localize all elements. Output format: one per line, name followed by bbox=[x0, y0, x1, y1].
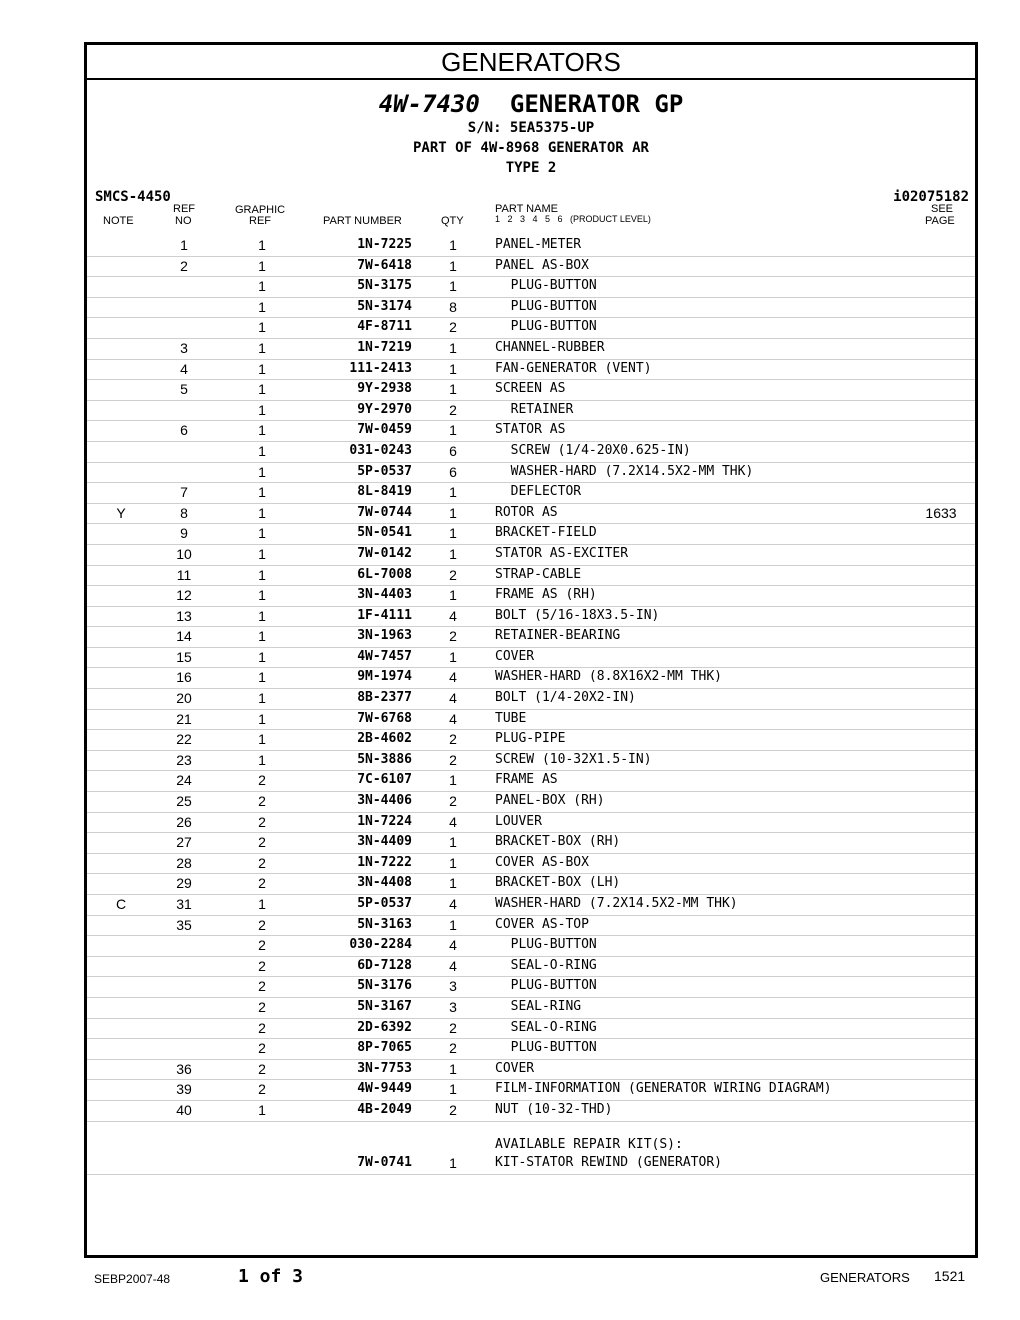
graphic-ref: 1 bbox=[258, 298, 266, 315]
part-name: PANEL AS-BOX bbox=[495, 257, 589, 273]
quantity: 4 bbox=[449, 813, 457, 830]
quantity: 4 bbox=[449, 957, 457, 974]
quantity: 2 bbox=[449, 731, 457, 748]
serial-number: S/N: 5EA5375-UP bbox=[467, 120, 595, 136]
part-name: PLUG-PIPE bbox=[495, 731, 566, 747]
part-number: 7C-6107 bbox=[357, 772, 412, 788]
section-title: GENERATORS bbox=[87, 45, 975, 80]
table-row bbox=[87, 957, 975, 978]
part-number: 031-0243 bbox=[349, 442, 412, 458]
footer-page-number: 1521 bbox=[934, 1268, 966, 1284]
table-row bbox=[87, 689, 975, 710]
part-name: STATOR AS-EXCITER bbox=[495, 545, 629, 561]
part-number: 7W-6768 bbox=[357, 710, 412, 726]
graphic-ref: 1 bbox=[258, 257, 266, 274]
part-name: SEAL-O-RING bbox=[495, 957, 597, 973]
part-number: 3N-4406 bbox=[357, 793, 412, 809]
part-name: COVER bbox=[495, 1060, 535, 1076]
table-row bbox=[87, 977, 975, 998]
part-number: 7W-0741 bbox=[357, 1154, 412, 1170]
quantity: 1 bbox=[449, 278, 457, 295]
part-number: 5N-3174 bbox=[357, 298, 412, 314]
quantity: 4 bbox=[449, 669, 457, 686]
graphic-ref: 1 bbox=[258, 484, 266, 501]
graphic-ref: 1 bbox=[258, 381, 266, 398]
part-number: 2D-6392 bbox=[357, 1019, 412, 1035]
graphic-ref: 1 bbox=[258, 896, 266, 912]
quantity: 6 bbox=[449, 442, 457, 459]
ref-number: 1 bbox=[180, 237, 188, 253]
part-number: 8B-2377 bbox=[357, 690, 412, 706]
part-name: PANEL-METER bbox=[495, 237, 582, 252]
quantity: 2 bbox=[449, 793, 457, 810]
table-row bbox=[87, 1101, 975, 1122]
part-name: TUBE bbox=[495, 710, 527, 726]
table-row bbox=[87, 483, 975, 504]
graphic-ref: 1 bbox=[258, 360, 266, 377]
quantity: 1 bbox=[449, 834, 457, 851]
table-row bbox=[87, 566, 975, 587]
group-title bbox=[87, 90, 975, 118]
part-of: PART OF 4W-8968 GENERATOR AR bbox=[412, 140, 649, 156]
graphic-ref: 1 bbox=[258, 525, 266, 542]
ref-number: 8 bbox=[180, 504, 188, 521]
table-row bbox=[87, 360, 975, 381]
part-number: 1N-7224 bbox=[357, 813, 412, 829]
table-row bbox=[87, 916, 975, 937]
quantity: 1 bbox=[449, 854, 457, 871]
part-name: PLUG-BUTTON bbox=[495, 937, 597, 953]
table-row bbox=[87, 586, 975, 607]
table-row bbox=[87, 833, 975, 854]
table-row bbox=[87, 998, 975, 1019]
table-row bbox=[87, 463, 975, 484]
part-name: PLUG-BUTTON bbox=[495, 1040, 597, 1056]
quantity: 3 bbox=[449, 978, 457, 995]
part-number: 4W-7457 bbox=[357, 648, 412, 664]
part-name: PANEL-BOX (RH) bbox=[495, 793, 605, 809]
quantity: 2 bbox=[449, 751, 457, 768]
table-row bbox=[87, 545, 975, 566]
table-row bbox=[87, 792, 975, 813]
group-name: GENERATOR GP bbox=[509, 90, 684, 118]
graphic-ref: 1 bbox=[258, 278, 266, 295]
part-name: COVER AS-BOX bbox=[495, 854, 589, 870]
col-graphic-bottom: REF bbox=[249, 215, 271, 227]
quantity: 2 bbox=[449, 1019, 457, 1036]
col-ref-top: REF bbox=[173, 203, 195, 215]
part-name: WASHER-HARD (8.8X16X2-MM THK) bbox=[495, 669, 722, 685]
table-row bbox=[87, 936, 975, 957]
part-name: BRACKET-FIELD bbox=[495, 525, 597, 541]
quantity: 1 bbox=[449, 1081, 457, 1098]
part-number: 030-2284 bbox=[349, 937, 412, 953]
part-name: RETAINER bbox=[495, 401, 574, 417]
quantity: 4 bbox=[449, 896, 457, 912]
quantity: 6 bbox=[449, 463, 457, 480]
part-number: 111-2413 bbox=[349, 360, 412, 376]
graphic-ref: 1 bbox=[258, 587, 266, 604]
graphic-ref: 2 bbox=[258, 998, 266, 1015]
graphic-ref: 1 bbox=[258, 566, 266, 583]
ref-number: 4 bbox=[180, 360, 188, 377]
quantity: 8 bbox=[449, 298, 457, 315]
part-name: SEAL-O-RING bbox=[495, 1019, 597, 1035]
table-row bbox=[87, 236, 975, 257]
table-row bbox=[87, 339, 975, 360]
graphic-ref: 2 bbox=[258, 1081, 266, 1098]
illustration-id: i02075182 bbox=[893, 189, 969, 205]
part-name: ROTOR AS bbox=[495, 504, 558, 520]
quantity: 1 bbox=[449, 648, 457, 665]
ref-number: 12 bbox=[176, 587, 192, 604]
part-number: 5P-0537 bbox=[357, 463, 412, 479]
part-number: 3N-1963 bbox=[357, 628, 412, 644]
quantity: 1 bbox=[449, 1060, 457, 1077]
graphic-ref: 2 bbox=[258, 937, 266, 954]
graphic-ref: 1 bbox=[258, 401, 266, 418]
table-row bbox=[87, 607, 975, 628]
graphic-ref: 2 bbox=[258, 875, 266, 892]
part-name: LOUVER bbox=[495, 813, 542, 829]
table-row bbox=[87, 1060, 975, 1081]
part-number: 7W-6418 bbox=[357, 257, 412, 273]
quantity: 1 bbox=[449, 587, 457, 604]
part-number: 1F-4111 bbox=[357, 607, 412, 623]
part-number: 3N-7753 bbox=[357, 1060, 412, 1076]
part-number: 7W-0744 bbox=[357, 504, 412, 520]
quantity: 1 bbox=[449, 484, 457, 501]
col-see-bottom: PAGE bbox=[925, 215, 955, 227]
table-row bbox=[87, 1080, 975, 1101]
part-number: 4F-8711 bbox=[357, 319, 412, 335]
part-name: STRAP-CABLE bbox=[495, 566, 582, 582]
quantity: 4 bbox=[449, 607, 457, 624]
group-number: 4W-7430 bbox=[378, 90, 480, 118]
col-ref-bottom: NO bbox=[175, 215, 192, 227]
part-number: 5P-0537 bbox=[357, 896, 412, 911]
quantity: 2 bbox=[449, 566, 457, 583]
part-name: FRAME AS bbox=[495, 772, 558, 788]
quantity: 1 bbox=[449, 237, 457, 253]
part-number: 1N-7225 bbox=[357, 237, 412, 252]
footer-section: GENERATORS bbox=[820, 1270, 910, 1285]
graphic-ref: 1 bbox=[258, 648, 266, 665]
table-row bbox=[87, 380, 975, 401]
table-row bbox=[87, 895, 975, 916]
part-name: SCREW (10-32X1.5-IN) bbox=[495, 751, 652, 767]
ref-number: 29 bbox=[176, 875, 192, 892]
ref-number: 3 bbox=[180, 339, 188, 356]
part-number: 3N-4403 bbox=[357, 587, 412, 603]
quantity: 4 bbox=[449, 710, 457, 727]
group-type: TYPE 2 bbox=[505, 160, 557, 176]
table-row bbox=[87, 1019, 975, 1040]
part-number: 3N-4409 bbox=[357, 834, 412, 850]
ref-number: 20 bbox=[176, 690, 192, 707]
col-note: NOTE bbox=[103, 215, 134, 227]
col-part-number: PART NUMBER bbox=[323, 215, 402, 227]
part-name: COVER AS-TOP bbox=[495, 916, 589, 932]
part-number: 9M-1974 bbox=[357, 669, 412, 685]
part-name: KIT-STATOR REWIND (GENERATOR) bbox=[495, 1154, 722, 1170]
graphic-ref: 1 bbox=[258, 731, 266, 748]
parts-table bbox=[87, 236, 975, 1175]
graphic-ref: 1 bbox=[258, 1101, 266, 1118]
repair-kit-row bbox=[87, 1122, 975, 1175]
part-number: 6D-7128 bbox=[357, 957, 412, 973]
ref-number: 40 bbox=[176, 1101, 192, 1118]
ref-number: 10 bbox=[176, 545, 192, 562]
table-row bbox=[87, 524, 975, 545]
table-row bbox=[87, 648, 975, 669]
ref-number: 6 bbox=[180, 422, 188, 439]
table-row bbox=[87, 442, 975, 463]
graphic-ref: 2 bbox=[258, 1040, 266, 1057]
table-row bbox=[87, 771, 975, 792]
graphic-ref: 1 bbox=[258, 628, 266, 645]
part-name: BOLT (5/16-18X3.5-IN) bbox=[495, 607, 660, 623]
quantity: 4 bbox=[449, 937, 457, 954]
graphic-ref: 2 bbox=[258, 793, 266, 810]
part-number: 8L-8419 bbox=[357, 484, 412, 500]
part-number: 5N-0541 bbox=[357, 525, 412, 541]
part-name: FRAME AS (RH) bbox=[495, 587, 597, 603]
col-see-top: SEE bbox=[931, 203, 954, 215]
ref-number: 35 bbox=[176, 916, 192, 933]
quantity: 1 bbox=[449, 360, 457, 377]
part-name: DEFLECTOR bbox=[495, 484, 582, 500]
ref-number: 21 bbox=[176, 710, 192, 727]
part-number: 3N-4408 bbox=[357, 875, 412, 891]
ref-number: 14 bbox=[176, 628, 192, 645]
table-row bbox=[87, 813, 975, 834]
parts-sheet bbox=[84, 42, 978, 1258]
table-row bbox=[87, 318, 975, 339]
graphic-ref: 2 bbox=[258, 978, 266, 995]
part-number: 9Y-2938 bbox=[357, 381, 412, 397]
table-row bbox=[87, 710, 975, 731]
part-number: 4W-9449 bbox=[357, 1081, 412, 1097]
part-name: FAN-GENERATOR (VENT) bbox=[495, 360, 652, 376]
part-name: COVER bbox=[495, 648, 535, 664]
table-row bbox=[87, 730, 975, 751]
part-number: 5N-3163 bbox=[357, 916, 412, 932]
ref-number: 13 bbox=[176, 607, 192, 624]
quantity: 3 bbox=[449, 998, 457, 1015]
graphic-ref: 2 bbox=[258, 1019, 266, 1036]
graphic-ref: 2 bbox=[258, 813, 266, 830]
group-header bbox=[87, 80, 975, 230]
part-number: 5N-3175 bbox=[357, 278, 412, 294]
part-name: FILM-INFORMATION (GENERATOR WIRING DIAGRAM) bbox=[495, 1081, 832, 1097]
part-name: BOLT (1/4-20X2-IN) bbox=[495, 690, 636, 706]
table-row bbox=[87, 751, 975, 772]
part-number: 5N-3886 bbox=[357, 751, 412, 767]
graphic-ref: 2 bbox=[258, 772, 266, 789]
quantity: 1 bbox=[449, 339, 457, 356]
ref-number: 26 bbox=[176, 813, 192, 830]
ref-number: 23 bbox=[176, 751, 192, 768]
graphic-ref: 1 bbox=[258, 442, 266, 459]
part-number: 7W-0142 bbox=[357, 545, 412, 561]
quantity: 1 bbox=[449, 545, 457, 562]
table-row bbox=[87, 257, 975, 278]
part-name: WASHER-HARD (7.2X14.5X2-MM THK) bbox=[495, 463, 754, 479]
table-row bbox=[87, 421, 975, 442]
ref-number: 25 bbox=[176, 793, 192, 810]
ref-number: 28 bbox=[176, 854, 192, 871]
ref-number: 39 bbox=[176, 1081, 192, 1098]
graphic-ref: 2 bbox=[258, 854, 266, 871]
quantity: 1 bbox=[449, 1154, 457, 1171]
quantity: 2 bbox=[449, 319, 457, 336]
table-row bbox=[87, 277, 975, 298]
ref-number: 2 bbox=[180, 257, 188, 274]
part-name: STATOR AS bbox=[495, 422, 566, 438]
col-product-level: 1 2 3 4 5 6 (PRODUCT LEVEL) bbox=[495, 214, 651, 224]
part-number: 1N-7219 bbox=[357, 339, 412, 355]
part-number: 6L-7008 bbox=[357, 566, 412, 582]
part-name: BRACKET-BOX (LH) bbox=[495, 875, 621, 891]
part-name: CHANNEL-RUBBER bbox=[495, 339, 605, 355]
ref-number: 16 bbox=[176, 669, 192, 686]
table-row bbox=[87, 627, 975, 648]
graphic-ref: 1 bbox=[258, 690, 266, 707]
col-part-name: PART NAME bbox=[495, 203, 558, 215]
ref-number: 24 bbox=[176, 772, 192, 789]
quantity: 1 bbox=[449, 875, 457, 892]
part-name: PLUG-BUTTON bbox=[495, 298, 597, 314]
repair-kit-title: AVAILABLE REPAIR KIT(S): bbox=[495, 1136, 683, 1152]
footer-doc-number: SEBP2007-48 bbox=[94, 1272, 171, 1286]
col-qty: QTY bbox=[441, 215, 464, 227]
part-number: 9Y-2970 bbox=[357, 401, 412, 417]
quantity: 2 bbox=[449, 628, 457, 645]
ref-number: 9 bbox=[180, 525, 188, 542]
see-page: 1633 bbox=[925, 504, 957, 521]
ref-number: 36 bbox=[176, 1060, 192, 1077]
part-name: WASHER-HARD (7.2X14.5X2-MM THK) bbox=[495, 896, 738, 911]
table-row bbox=[87, 1039, 975, 1060]
ref-number: 31 bbox=[176, 896, 192, 912]
graphic-ref: 1 bbox=[258, 669, 266, 686]
part-number: 2B-4602 bbox=[357, 731, 412, 747]
graphic-ref: 2 bbox=[258, 1060, 266, 1077]
part-name: BRACKET-BOX (RH) bbox=[495, 834, 621, 850]
table-row bbox=[87, 298, 975, 319]
table-row bbox=[87, 401, 975, 422]
ref-number: 11 bbox=[176, 566, 192, 583]
graphic-ref: 1 bbox=[258, 237, 266, 253]
footer-page-of: 1 of 3 bbox=[238, 1266, 304, 1287]
smcs-code: SMCS-4450 bbox=[95, 189, 171, 205]
ref-number: 7 bbox=[180, 484, 188, 501]
part-name: RETAINER-BEARING bbox=[495, 628, 621, 644]
table-row bbox=[87, 854, 975, 875]
quantity: 4 bbox=[449, 690, 457, 707]
part-name: SEAL-RING bbox=[495, 998, 582, 1014]
graphic-ref: 1 bbox=[258, 422, 266, 439]
quantity: 1 bbox=[449, 257, 457, 274]
part-name: SCREW (1/4-20X0.625-IN) bbox=[495, 442, 691, 458]
table-row bbox=[87, 668, 975, 689]
graphic-ref: 2 bbox=[258, 916, 266, 933]
ref-number: 5 bbox=[180, 381, 188, 398]
quantity: 1 bbox=[449, 504, 457, 521]
note-cell: Y bbox=[116, 504, 126, 521]
col-graphic-top: GRAPHIC bbox=[235, 204, 286, 216]
graphic-ref: 2 bbox=[258, 834, 266, 851]
graphic-ref: 1 bbox=[258, 463, 266, 480]
part-name: PLUG-BUTTON bbox=[495, 278, 597, 294]
quantity: 2 bbox=[449, 1040, 457, 1057]
ref-number: 15 bbox=[176, 648, 192, 665]
part-number: 4B-2049 bbox=[357, 1101, 412, 1117]
quantity: 2 bbox=[449, 1101, 457, 1118]
graphic-ref: 1 bbox=[258, 545, 266, 562]
quantity: 1 bbox=[449, 772, 457, 789]
graphic-ref: 1 bbox=[258, 751, 266, 768]
ref-number: 22 bbox=[176, 731, 192, 748]
graphic-ref: 1 bbox=[258, 319, 266, 336]
part-number: 5N-3176 bbox=[357, 978, 412, 994]
note-cell: C bbox=[115, 896, 127, 912]
table-row bbox=[87, 504, 975, 525]
part-number: 7W-0459 bbox=[357, 422, 412, 438]
graphic-ref: 2 bbox=[258, 957, 266, 974]
ref-number: 27 bbox=[176, 834, 192, 851]
quantity: 1 bbox=[449, 381, 457, 398]
quantity: 1 bbox=[449, 916, 457, 933]
part-name: SCREEN AS bbox=[495, 381, 566, 397]
part-number: 1N-7222 bbox=[357, 854, 412, 870]
part-name: PLUG-BUTTON bbox=[495, 319, 597, 335]
part-name: NUT (10-32-THD) bbox=[495, 1101, 613, 1117]
graphic-ref: 1 bbox=[258, 710, 266, 727]
quantity: 2 bbox=[449, 401, 457, 418]
quantity: 1 bbox=[449, 525, 457, 542]
part-name: PLUG-BUTTON bbox=[495, 978, 597, 994]
quantity: 1 bbox=[449, 422, 457, 439]
graphic-ref: 1 bbox=[258, 607, 266, 624]
part-number: 5N-3167 bbox=[357, 998, 412, 1014]
graphic-ref: 1 bbox=[258, 339, 266, 356]
graphic-ref: 1 bbox=[258, 504, 266, 521]
table-row bbox=[87, 874, 975, 895]
part-number: 8P-7065 bbox=[357, 1040, 412, 1056]
